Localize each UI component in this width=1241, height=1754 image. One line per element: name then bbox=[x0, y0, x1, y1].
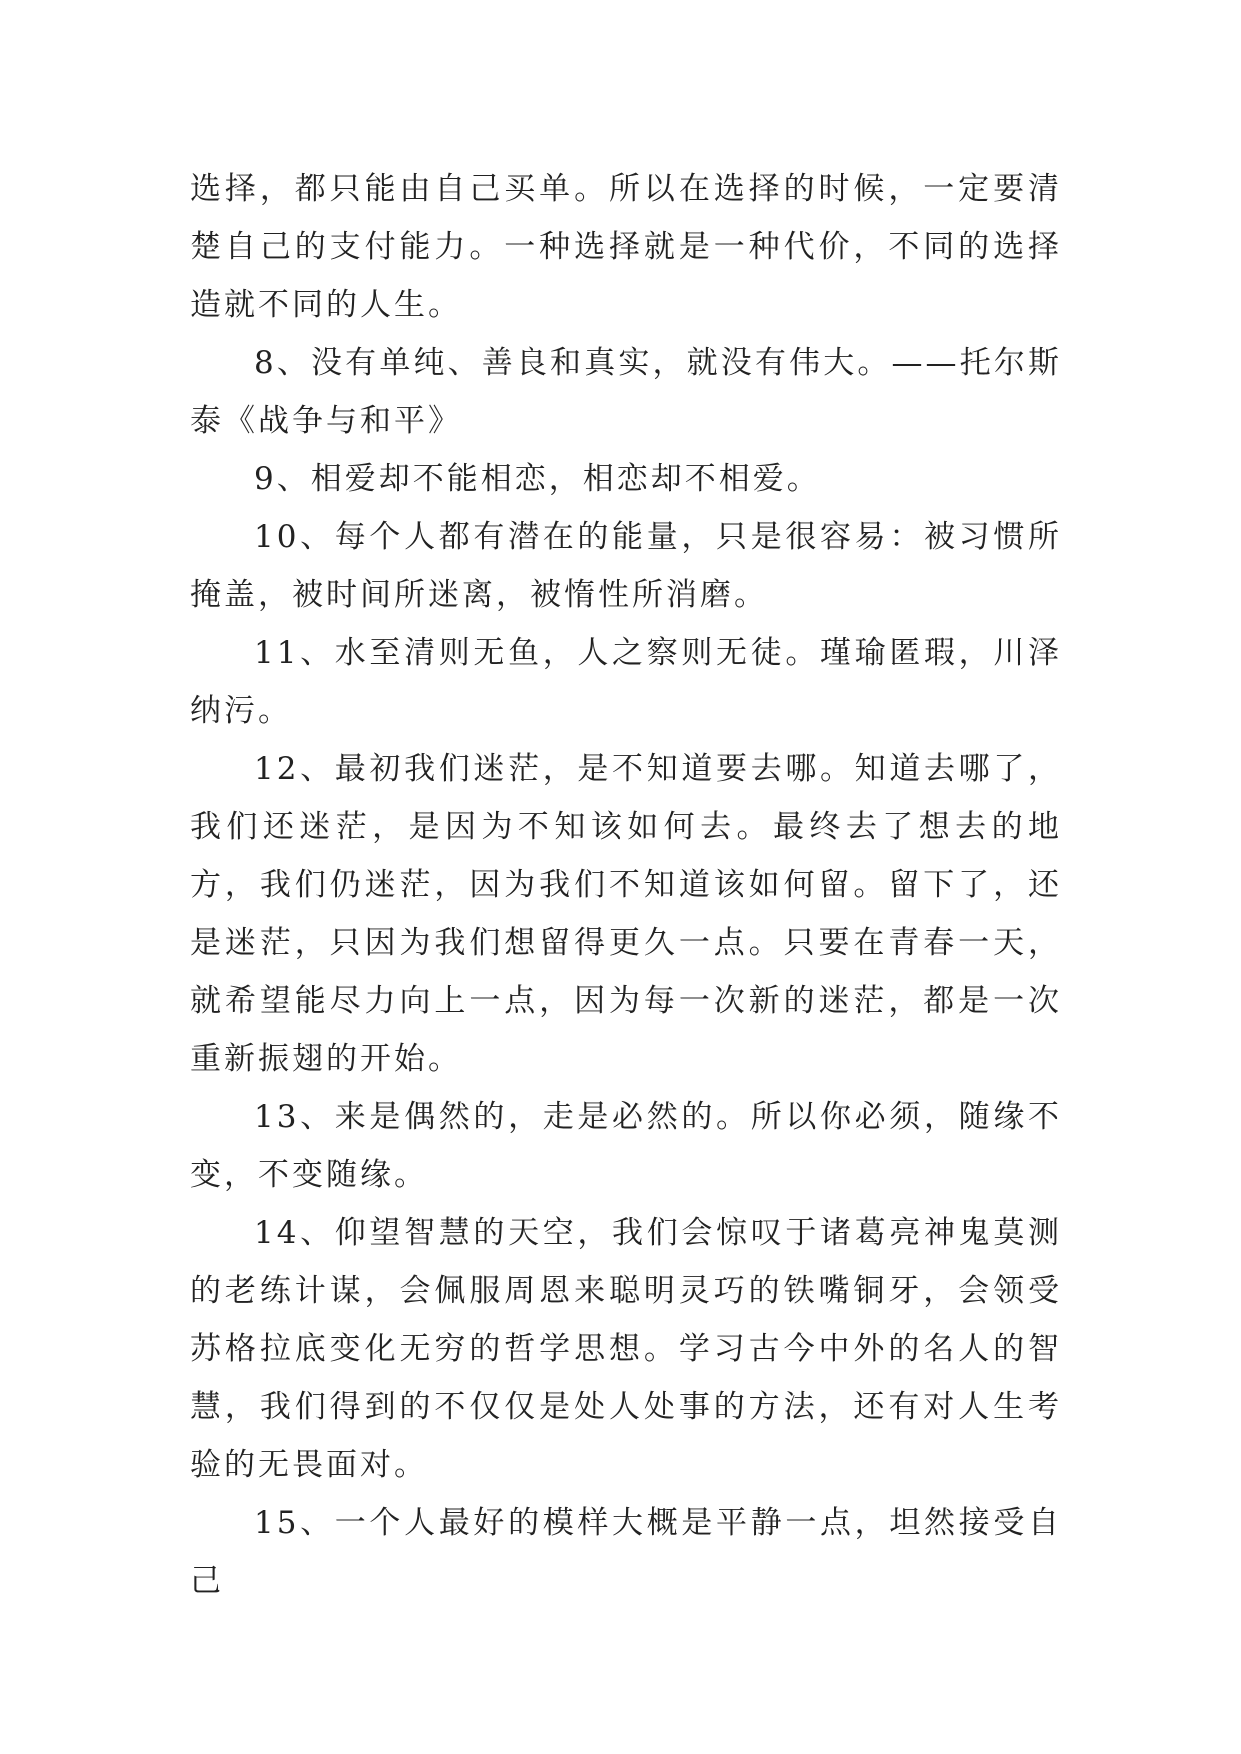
paragraph-quote-9: 9、相爱却不能相恋，相恋却不相爱。 bbox=[254, 461, 821, 497]
paragraph-continuation: 选择，都只能由自己买单。所以在选择的时候，一定要清楚自己的支付能力。一种选择就是一种代价，不同的选择造就不同的人生。 bbox=[190, 171, 1062, 323]
paragraph-quote-12: 12、最初我们迷茫，是不知道要去哪。知道去哪了，我们还迷茫，是因为不知该如何去。最终去了想去的地方，我们仍迷茫，因为我们不知道该如何留。留下了，还是迷茫，只因为我们想留得更久一点。只要在青春一天，就希望能尽力向上一点，因为每一次新的迷茫，都是一次重新振翅的开始。 bbox=[190, 751, 1062, 1077]
document-body bbox=[190, 160, 1062, 1610]
paragraph-quote-10: 10、每个人都有潜在的能量，只是很容易：被习惯所掩盖，被时间所迷离，被惰性所消磨。 bbox=[190, 519, 1062, 613]
paragraph-quote-14: 14、仰望智慧的天空，我们会惊叹于诸葛亮神鬼莫测的老练计谋，会佩服周恩来聪明灵巧的铁嘴铜牙，会领受苏格拉底变化无穷的哲学思想。学习古今中外的名人的智慧，我们得到的不仅仅是处人处事的方法，还有对人生考验的无畏面对。 bbox=[190, 1215, 1062, 1483]
paragraph-quote-11: 11、水至清则无鱼，人之察则无徒。瑾瑜匿瑕，川泽纳污。 bbox=[190, 635, 1062, 729]
paragraph-quote-13: 13、来是偶然的，走是必然的。所以你必须，随缘不变，不变随缘。 bbox=[190, 1099, 1062, 1193]
paragraph-quote-8: 8、没有单纯、善良和真实，就没有伟大。——托尔斯泰《战争与和平》 bbox=[190, 345, 1062, 439]
paragraph-quote-15: 15、一个人最好的模样大概是平静一点，坦然接受自己 bbox=[190, 1505, 1062, 1599]
